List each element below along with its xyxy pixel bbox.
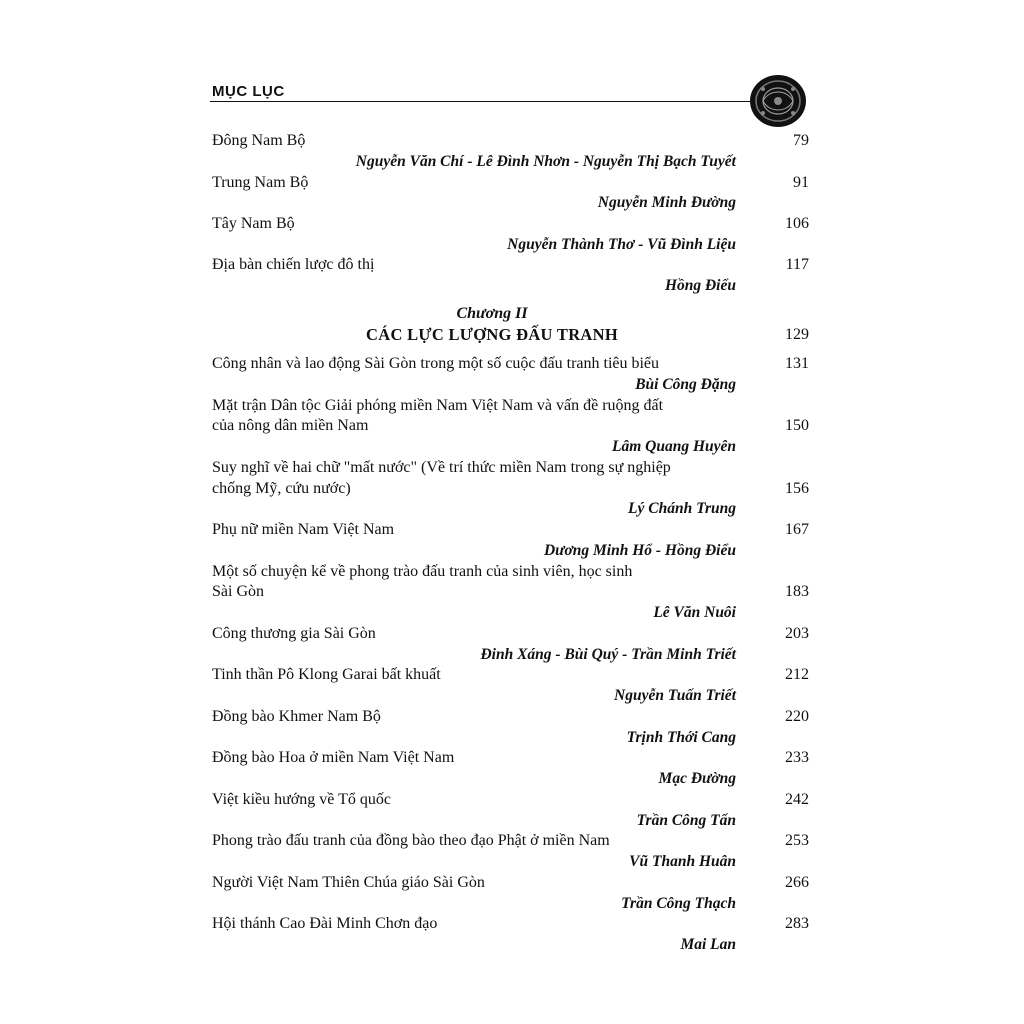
toc-entry (212, 830, 809, 852)
toc-entry-author: Bùi Công Đặng (635, 376, 736, 393)
ornament-icon (749, 74, 807, 128)
toc-entry-page: 91 (793, 174, 809, 191)
toc-entry-page: 212 (785, 666, 809, 683)
toc-entry (212, 706, 809, 728)
toc-entry (212, 172, 809, 194)
toc-entry-author: Lâm Quang Huyên (611, 438, 736, 455)
toc-entry-title: Công nhân và lao động Sài Gòn trong một số cuộc đấu tranh tiêu biểu (212, 355, 660, 372)
toc-entry-author: Trần Công Tấn (636, 812, 736, 829)
toc-entry-page: 150 (785, 417, 809, 434)
toc-entry-title-cont: của nông dân miền Nam (212, 417, 369, 434)
toc-entry-title: Tây Nam Bộ (212, 215, 295, 232)
toc-entry-page: 283 (785, 915, 809, 932)
toc-entry-title: Tinh thần Pô Klong Garai bất khuất (212, 666, 441, 683)
toc-entry-page: 167 (785, 521, 809, 538)
toc-entry-title: Phụ nữ miền Nam Việt Nam (212, 521, 395, 538)
toc-entry-title: Đồng bào Khmer Nam Bộ (212, 708, 381, 725)
toc-entry (212, 415, 809, 437)
toc-entry-author: Lê Văn Nuôi (653, 604, 736, 621)
toc-entry-title-cont: chống Mỹ, cứu nước) (212, 480, 351, 497)
toc-entry-title: Hội thánh Cao Đài Minh Chơn đạo (212, 915, 438, 932)
toc-entry (212, 623, 809, 645)
chapter-title: CÁC LỰC LƯỢNG ĐẤU TRANH (366, 325, 618, 344)
toc-entry-line (212, 457, 809, 479)
toc-entry-author: Đinh Xáng - Bùi Quý - Trần Minh Triết (480, 646, 736, 663)
toc-entry-page: 131 (785, 355, 809, 372)
toc-entry-title: Đồng bào Hoa ở miền Nam Việt Nam (212, 749, 455, 766)
toc-entry-line (212, 395, 809, 417)
toc-entry-author: Vũ Thanh Huân (629, 853, 736, 870)
toc-entry-page: 220 (785, 708, 809, 725)
toc-entry-title: Một số chuyện kể về phong trào đấu tranh của sinh viên, học sinh (212, 563, 633, 580)
toc-entry (212, 519, 809, 541)
toc-entry-author: Trịnh Thới Cang (626, 729, 736, 746)
toc-entry-title: Địa bàn chiến lược đô thị (212, 256, 375, 273)
toc-entry (212, 213, 809, 235)
toc-entry-author: Nguyễn Văn Chí - Lê Đình Nhơn - Nguyễn Thị Bạch Tuyết (355, 153, 736, 170)
toc-entry-page: 106 (785, 215, 809, 232)
toc-entry (212, 664, 809, 686)
toc-entry (212, 872, 809, 894)
toc-entry-title: Trung Nam Bộ (212, 174, 309, 191)
toc-entry-author: Hồng Điểu (664, 277, 736, 294)
toc-entry-page: 233 (785, 749, 809, 766)
toc-entry-title: Suy nghĩ về hai chữ "mất nước" (Về trí thức miền Nam trong sự nghiệp (212, 459, 671, 476)
toc-entry (212, 353, 809, 375)
toc-entry-author: Dương Minh Hổ - Hồng Điểu (543, 542, 736, 559)
toc-entry-title: Phong trào đấu tranh của đồng bào theo đạo Phật ở miền Nam (212, 832, 610, 849)
toc-entry-author: Mạc Đường (658, 770, 736, 787)
toc-entry-line (212, 561, 809, 583)
toc-entry (212, 130, 809, 152)
toc-entry-page: 266 (785, 874, 809, 891)
toc-entry (212, 913, 809, 935)
toc-entry (212, 254, 809, 276)
toc-entry (212, 478, 809, 500)
toc-entry (212, 581, 809, 603)
toc-entry-title: Đông Nam Bộ (212, 132, 306, 149)
toc-entry-title-cont: Sài Gòn (212, 583, 264, 600)
toc-entry-author: Nguyễn Thành Thơ - Vũ Đình Liệu (507, 236, 736, 253)
toc-entry-page: 117 (785, 256, 809, 273)
toc-entry-page: 156 (785, 480, 809, 497)
toc-entry-page: 203 (785, 625, 809, 642)
chapter-label: Chương II (456, 305, 528, 322)
toc-entry-author: Nguyễn Tuấn Triết (614, 687, 736, 704)
toc-entry-page: 183 (785, 583, 809, 600)
toc-entry-title: Mặt trận Dân tộc Giải phóng miền Nam Việt Nam và vấn đề ruộng đất (212, 397, 664, 414)
toc-entry-page: 242 (785, 791, 809, 808)
page-header-title: MỤC LỤC (212, 83, 285, 100)
toc-entry-author: Mai Lan (680, 936, 736, 953)
toc-entry (212, 747, 809, 769)
chapter-page: 129 (785, 326, 809, 343)
toc-entry (212, 789, 809, 811)
toc-entry-author: Trần Công Thạch (621, 895, 736, 912)
toc-entry-page: 253 (785, 832, 809, 849)
toc-entry-title: Việt kiều hướng về Tổ quốc (212, 791, 391, 808)
toc-entry-title: Người Việt Nam Thiên Chúa giáo Sài Gòn (212, 874, 485, 891)
header-rule (210, 101, 758, 102)
toc-entry-author: Lý Chánh Trung (628, 500, 736, 517)
toc-entry-page: 79 (793, 132, 809, 149)
toc-entry-title: Công thương gia Sài Gòn (212, 625, 376, 642)
toc-entry-author: Nguyễn Minh Đường (597, 194, 736, 211)
